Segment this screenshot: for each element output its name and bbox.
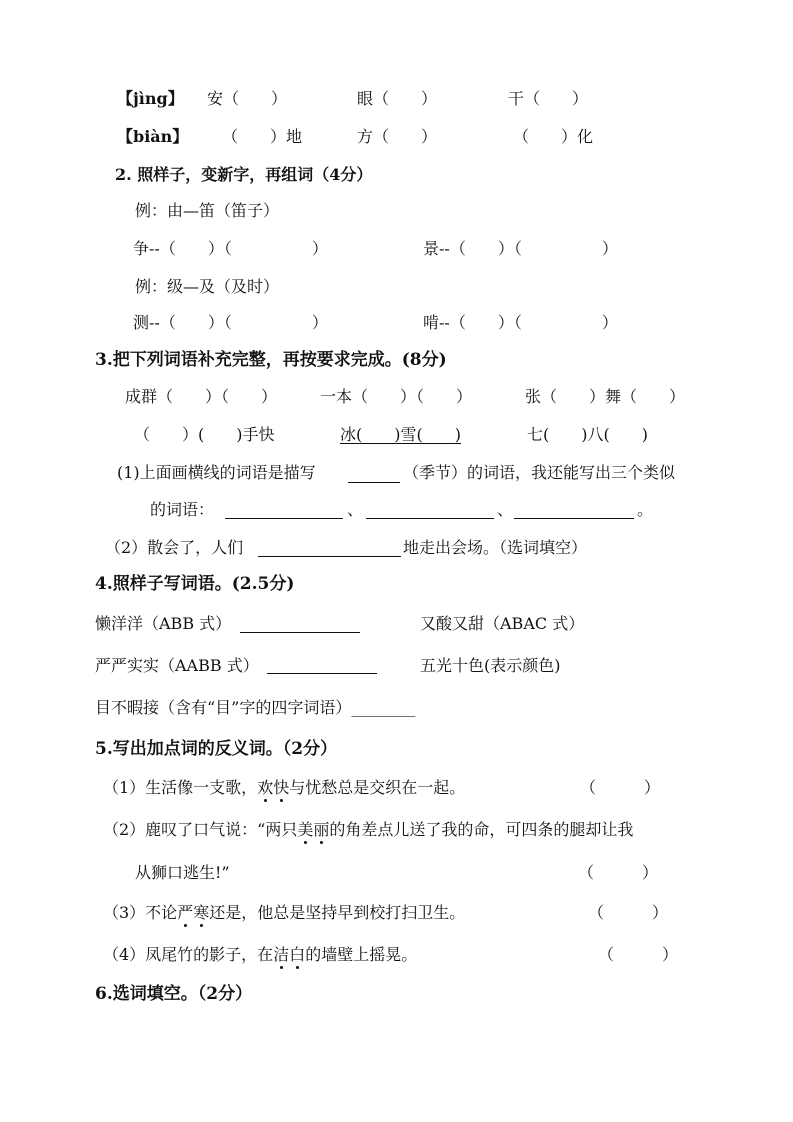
dotted-char: 白 [289, 945, 306, 964]
bian-blank-2: 方（ ） [357, 127, 438, 146]
q3-r2-c: 七( )八( ) [527, 425, 648, 444]
q3-r1-c: 张（ ）舞（ ） [525, 387, 686, 406]
q3-sep-2: 、 [497, 500, 514, 519]
dotted-char: 美 [297, 820, 314, 839]
q2-example-2: 例：级—及（及时） [135, 277, 280, 296]
q2-row1-right: 景--（ ）（ ） [423, 239, 618, 258]
q3-answer-blank-1[interactable] [225, 518, 343, 519]
q3-r1-a: 成群（ ）（ ） [125, 387, 278, 406]
q2-row2-right: 啃--（ ）（ ） [423, 313, 618, 332]
q5-sentence-2-cont: 从狮口逃生!” [135, 863, 230, 882]
q5-answer-2: （ ） [578, 863, 659, 882]
q5-sentence-3: （3）不论严寒还是，他总是坚持早到校打扫卫生。 [103, 903, 466, 922]
q5-sentence-2: （2）鹿叹了口气说：“两只美丽的角差点儿送了我的命，可四条的腿却让我 [103, 820, 634, 839]
jing-blank-1: 安（ ） [207, 89, 288, 108]
q4-title: 4.照样子写词语。(2.5分) [95, 574, 295, 594]
q2-title: 2. 照样子，变新字，再组词（4分） [115, 165, 373, 184]
q5-answer-4: （ ） [598, 945, 679, 964]
q3-sub2-blank[interactable] [258, 556, 401, 557]
dotted-char: 欢 [257, 778, 274, 797]
q4-item-d: 五光十色(表示颜色) [420, 656, 561, 675]
dotted-char: 快 [273, 778, 290, 797]
jing-blank-2: 眼（ ） [357, 89, 438, 108]
q4-item-a: 懒洋洋（ABB 式） [95, 614, 232, 633]
jing-blank-3: 干（ ） [508, 89, 589, 108]
q3-sub1-blank[interactable] [348, 482, 400, 483]
q3-sep-1: 、 [347, 500, 364, 519]
q3-sub1-b: （季节）的词语，我还能写出三个类似 [403, 463, 676, 482]
q3-sub1-a: (1)上面画横线的词语是描写 [117, 463, 316, 482]
q5-title: 5.写出加点词的反义词。（2分） [95, 739, 338, 759]
q3-r2-a: （ ）( )手快 [134, 425, 275, 444]
q5-sentence-4: （4）凤尾竹的影子，在洁白的墙壁上摇晃。 [103, 945, 418, 964]
q2-row1-left: 争--（ ）（ ） [133, 239, 328, 258]
q3-sub1-c: 的词语： [150, 500, 215, 519]
q3-answer-blank-2[interactable] [366, 518, 494, 519]
q4-blank-a[interactable] [240, 632, 360, 633]
q5-answer-1: （ ） [580, 778, 661, 797]
q4-item-b: 又酸又甜（ABAC 式） [420, 614, 585, 633]
q4-item-e: 目不暇接（含有“目”字的四字词语）________ [95, 698, 416, 717]
dotted-char: 丽 [313, 820, 330, 839]
bian-blank-1: （ ）地 [222, 127, 303, 146]
dotted-char: 洁 [273, 945, 290, 964]
dotted-char: 严 [177, 903, 194, 922]
q3-r1-b: 一本（ ）（ ） [320, 387, 473, 406]
q3-sub2-a: （2）散会了，人们 [105, 538, 244, 557]
q3-end: 。 [637, 500, 654, 519]
q2-example-1: 例：由—笛（笛子） [135, 201, 280, 220]
q2-row2-left: 测--（ ）（ ） [133, 313, 328, 332]
q5-answer-3: （ ） [588, 903, 669, 922]
q3-answer-blank-3[interactable] [514, 518, 634, 519]
bian-blank-3: （ ）化 [513, 127, 594, 146]
dotted-char: 寒 [193, 903, 210, 922]
q4-blank-c[interactable] [267, 673, 377, 674]
q3-title: 3.把下列词语补充完整，再按要求完成。(8分) [95, 350, 447, 370]
q3-r2-b-underlined: 冰( )雪( ) [340, 425, 461, 444]
q5-sentence-1: （1）生活像一支歌，欢快与忧愁总是交织在一起。 [103, 778, 466, 797]
pinyin-bian: 【biàn】 [117, 127, 189, 146]
pinyin-jing: 【jìng】 [117, 89, 184, 108]
q6-title: 6.选词填空。（2分） [95, 984, 253, 1004]
q4-item-c: 严严实实（AABB 式） [95, 656, 259, 675]
q3-sub2-b: 地走出会场。（选词填空） [403, 538, 588, 557]
